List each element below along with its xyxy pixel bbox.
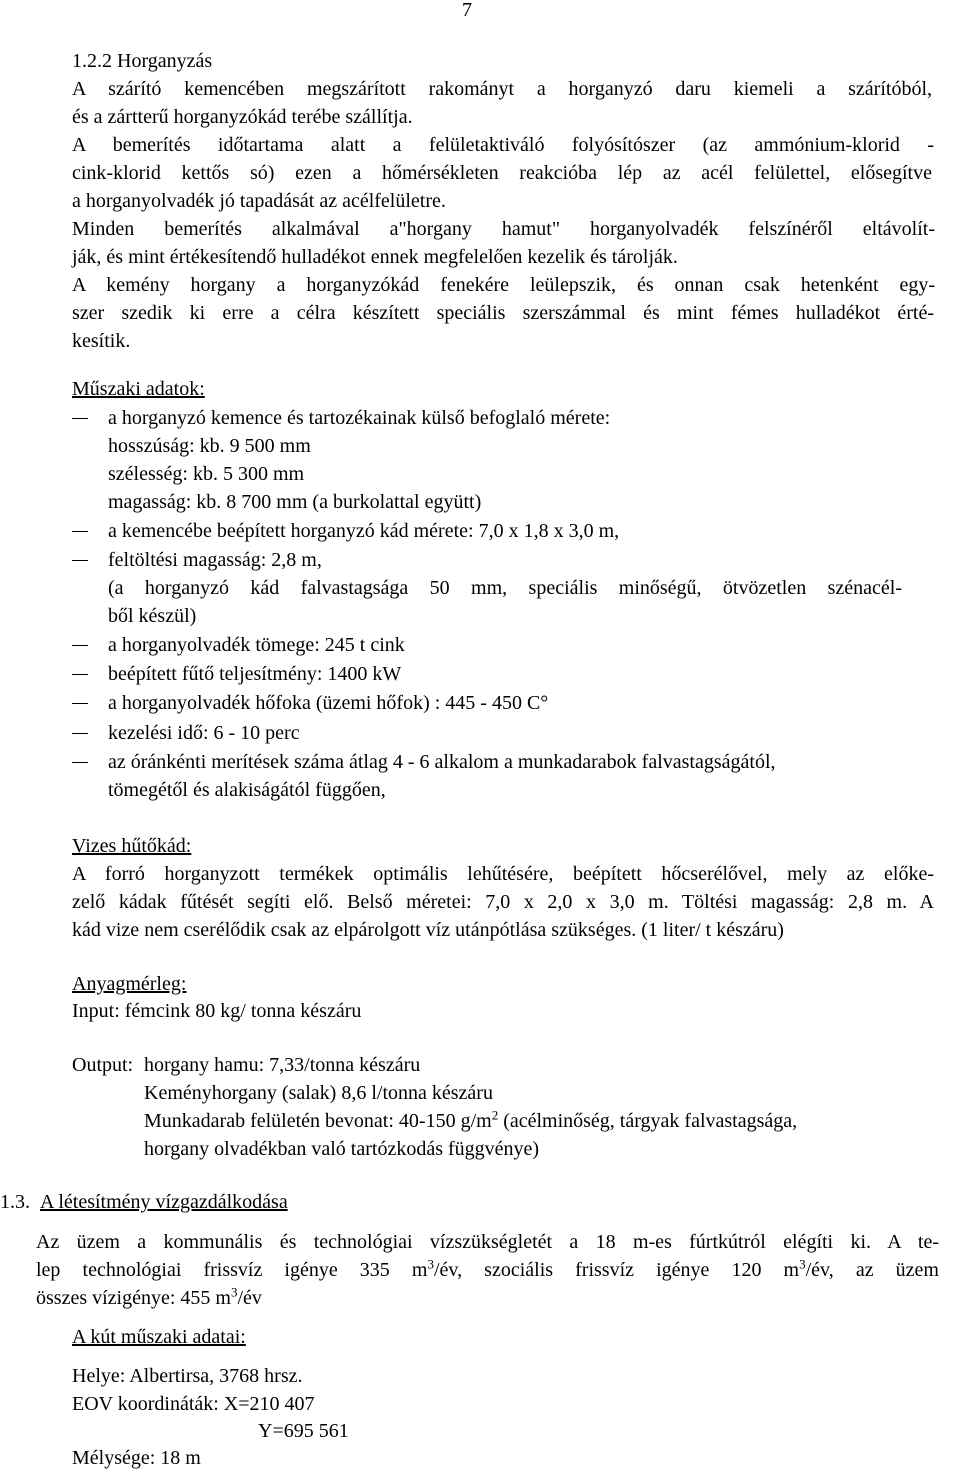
paragraph-line: szer szedik ki erre a célra készített speciális szerszámmal és mint fémes hulladékot érté-: [72, 302, 934, 324]
list-item: feltöltési magasság: 2,8 m,: [108, 549, 322, 571]
list-item-continuation: tömegétől és alakiságától függően,: [108, 779, 386, 801]
dimension-height: magasság: kb. 8 700 mm (a burkolattal együtt): [108, 491, 482, 513]
paragraph-line: A szárító kemencében megszárított rakományt a horganyzó daru kiemeli a szárítóból,: [72, 78, 932, 100]
bullet-dash: [72, 674, 88, 675]
section-number: 1.3.: [0, 1191, 30, 1213]
list-note: (a horganyzó kád falvastagsága 50 mm, speciális minőségű, ötvözetlen szénacél-: [108, 577, 902, 599]
bullet-dash: [72, 762, 88, 763]
paragraph-line: A kemény horgany a horganyzókád fenekére leülepszik, és onnan csak hetenként egy-: [72, 274, 935, 296]
output-item: horgany olvadékban való tartózkodás függvénye): [144, 1138, 540, 1160]
section-title: 1.2.2 Horganyzás: [72, 50, 213, 72]
list-item: kezelési idő: 6 - 10 perc: [108, 722, 300, 744]
list-note: ből készül): [108, 605, 197, 627]
paragraph-line: A bemerítés időtartama alatt a felületaktiváló folyósítószer (az ammónium-klorid -: [72, 134, 934, 156]
well-eov-x: EOV koordináták: X=210 407: [72, 1393, 315, 1415]
list-item: a horganyolvadék tömege: 245 t cink: [108, 634, 405, 656]
paragraph-line: A forró horganyzott termékek optimális lehűtésére, beépített hőcserélővel, mely az előke-: [72, 863, 934, 885]
bullet-dash: [72, 531, 88, 532]
paragraph-line: Az üzem a kommunális és technológiai vízszükségletét a 18 m-es fúrtkútról elégíti ki. A te-: [36, 1231, 939, 1253]
page-number: 7: [462, 0, 472, 21]
technical-data-heading: Műszaki adatok:: [72, 378, 205, 400]
list-item: a horganyzó kemence és tartozékainak külső befoglaló mérete:: [108, 407, 611, 429]
paragraph-line: kesítik.: [72, 330, 131, 352]
cooling-tank-heading: Vizes hűtőkád:: [72, 835, 192, 857]
list-item: a kemencébe beépített horganyzó kád mérete: 7,0 x 1,8 x 3,0 m,: [108, 520, 620, 542]
bullet-dash: [72, 560, 88, 561]
output-item: Keményhorgany (salak) 8,6 l/tonna készáru: [144, 1082, 493, 1104]
paragraph-line: a horganyolvadék jó tapadását az acélfelületre.: [72, 190, 446, 212]
list-item: az óránkénti merítések száma átlag 4 - 6 alkalom a munkadarabok falvastagságától,: [108, 751, 776, 773]
list-item: beépített fűtő teljesítmény: 1400 kW: [108, 663, 402, 685]
paragraph-line: Minden bemerítés alkalmával a"horgany hamut" horganyolvadék felszínéről eltávolít-: [72, 218, 935, 240]
material-input: Input: fémcink 80 kg/ tonna készáru: [72, 1000, 362, 1022]
output-label: Output:: [72, 1054, 134, 1076]
well-location: Helye: Albertirsa, 3768 hrsz.: [72, 1365, 303, 1387]
list-item: a horganyolvadék hőfoka (üzemi hőfok) : 445 - 450 C°: [108, 692, 549, 714]
paragraph-line: cink-klorid kettős só) ezen a hőmérsékleten reakcióba lép az acél felülettel, elősegítve: [72, 162, 932, 184]
well-depth: Mélysége: 18 m: [72, 1447, 201, 1469]
bullet-dash: [72, 645, 88, 646]
paragraph-line: összes vízigénye: 455 $m^3/év$: [36, 1284, 262, 1309]
paragraph-line: lep technológiai frissvíz igénye 335 $m^3/év$, szociális frissvíz igénye 120 $m^3/év$, az üzem: [36, 1256, 939, 1281]
dimension-width: szélesség: kb. 5 300 mm: [108, 463, 305, 485]
paragraph-line: ják, és mint értékesítendő hulladékot ennek megfelelően kezelik és tárolják.: [72, 246, 678, 268]
bullet-dash: [72, 733, 88, 734]
paragraph-line: zelő kádak fűtését segíti elő. Belső méretei: 7,0 x 2,0 x 3,0 m. Töltési magasság: 2,8 m. A: [72, 891, 934, 913]
section-title: A létesítmény vízgazdálkodása: [40, 1191, 288, 1213]
dimension-length: hosszúság: kb. 9 500 mm: [108, 435, 311, 457]
output-item: horgany hamu: 7,33/tonna készáru: [144, 1054, 421, 1076]
bullet-dash: [72, 703, 88, 704]
well-data-heading: A kút műszaki adatai:: [72, 1326, 246, 1348]
paragraph-line: kád vize nem cserélődik csak az elpárolgott víz utánpótlása szükséges. (1 liter/ t készáru): [72, 919, 784, 941]
output-item: Munkadarab felületén bevonat: 40-150 $g/m^2$ (acélminőség, tárgyak falvastagsága,: [144, 1107, 798, 1132]
material-balance-heading: Anyagmérleg:: [72, 973, 187, 995]
well-eov-y: Y=695 561: [258, 1420, 349, 1442]
paragraph-line: és a zártterű horganyzókád terébe szállítja.: [72, 106, 413, 128]
bullet-dash: [72, 418, 88, 419]
